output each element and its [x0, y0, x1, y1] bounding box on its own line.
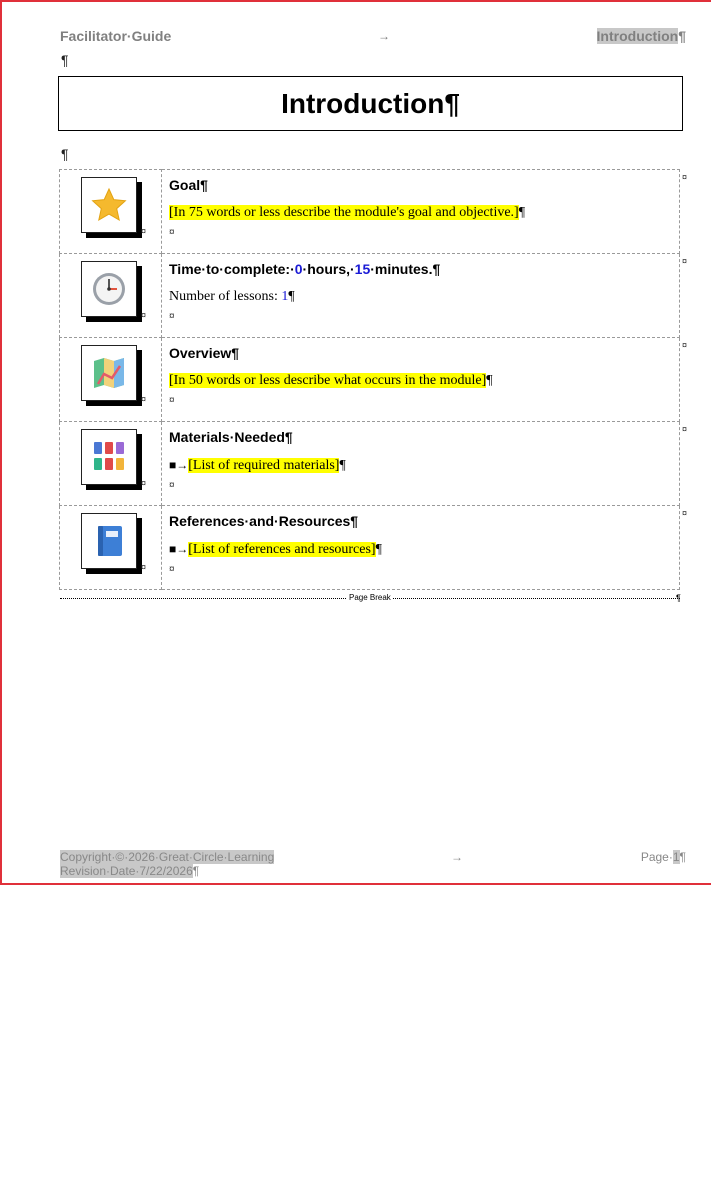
icon-cell[interactable] [60, 254, 162, 338]
lessons-line[interactable] [169, 289, 679, 305]
text-cell[interactable] [162, 506, 687, 590]
cell-end-marker: ¤ [169, 395, 175, 406]
footer-page-number[interactable] [641, 850, 686, 864]
bullet-arrow: ■→ [169, 458, 189, 472]
cell-end-marker: ¤ [169, 564, 175, 575]
text-cell[interactable] [162, 170, 687, 254]
goal-placeholder-text[interactable]: [In 75 words or less describe the module's goal and objective.] [169, 205, 519, 220]
copyright-field[interactable]: Copyright·©·2026·Great·Circle·Learning [60, 850, 275, 864]
star-icon[interactable] [81, 177, 137, 233]
materials-list-item[interactable] [169, 457, 679, 474]
header-section-field[interactable]: Introduction [596, 28, 679, 44]
text-cell[interactable] [162, 338, 687, 422]
text-cell[interactable] [162, 422, 687, 506]
pilcrow: ¶ [518, 205, 526, 220]
page-break-pilcrow: ¶ [676, 593, 681, 603]
time-to-complete-heading[interactable] [169, 261, 679, 277]
book-icon[interactable] [81, 513, 137, 569]
cell-end-marker: ¤ [169, 311, 175, 322]
cell-end-marker: ¤ [141, 478, 147, 488]
references-placeholder-text[interactable]: [List of references and resources] [188, 542, 376, 557]
goal-heading[interactable]: Goal¶ [169, 177, 208, 193]
pilcrow: ¶ [486, 373, 493, 388]
header-left-text[interactable]: Facilitator·Guide [60, 28, 172, 44]
goal-placeholder[interactable] [169, 205, 679, 221]
time-label: Time·to·complete:· [169, 261, 295, 277]
overview-heading[interactable]: Overview¶ [169, 345, 240, 361]
page-number-field[interactable]: 1 [672, 850, 680, 864]
empty-paragraph-mark[interactable]: ¶ [61, 52, 69, 68]
icon-cell[interactable] [60, 422, 162, 506]
row-end-marker: ¤ [681, 256, 687, 266]
overview-placeholder[interactable] [169, 373, 679, 389]
page-pilcrow: ¶ [679, 850, 686, 864]
page-title[interactable]: Introduction¶ [58, 76, 683, 131]
header-right-text[interactable] [597, 28, 686, 44]
pilcrow: ¶ [375, 542, 382, 557]
pilcrow: ¶ [288, 289, 295, 304]
page-break-label: Page Break [349, 593, 391, 602]
header-pilcrow: ¶ [678, 28, 686, 44]
cell-end-marker: ¤ [141, 226, 147, 236]
pilcrow: ¶ [339, 458, 346, 473]
hours-field[interactable]: 0 [294, 261, 303, 277]
cell-end-marker: ¤ [141, 562, 147, 572]
row-end-marker: ¤ [681, 340, 687, 350]
footer-tab-arrow: → [451, 850, 463, 864]
icon-cell[interactable] [60, 506, 162, 590]
module-info-table [59, 169, 687, 590]
table-row-materials [60, 422, 680, 506]
icon-cell[interactable] [60, 170, 162, 254]
table-row-time [60, 254, 680, 338]
overview-placeholder-text[interactable]: [In 50 words or less describe what occurs in the module] [169, 373, 487, 388]
cell-end-marker: ¤ [141, 310, 147, 320]
cell-end-marker: ¤ [169, 227, 175, 238]
materials-placeholder-text[interactable]: [List of required materials] [188, 458, 340, 473]
minutes-field[interactable]: 15 [354, 261, 371, 277]
footer-pilcrow: ¶ [192, 864, 200, 878]
apps-grid-icon[interactable] [81, 429, 137, 485]
references-heading[interactable]: References·and·Resources¶ [169, 513, 359, 529]
icon-cell[interactable] [60, 338, 162, 422]
page-label: Page· [640, 850, 673, 864]
table-row-overview [60, 338, 680, 422]
empty-paragraph-mark[interactable]: ¶ [61, 146, 69, 162]
cell-end-marker: ¤ [169, 480, 175, 491]
row-end-marker: ¤ [681, 172, 687, 182]
header-tab-arrow: → [378, 29, 390, 43]
footer-copyright[interactable] [60, 850, 274, 864]
row-end-marker: ¤ [681, 424, 687, 434]
materials-heading[interactable]: Materials·Needed¶ [169, 429, 293, 445]
row-end-marker: ¤ [681, 508, 687, 518]
cell-end-marker: ¤ [141, 394, 147, 404]
lessons-label: Number of lessons: [169, 289, 282, 304]
table-row-goal [60, 170, 680, 254]
revision-date-field[interactable]: Revision·Date·7/22/2026 [60, 864, 193, 878]
footer-revision[interactable] [60, 864, 199, 878]
table-row-references [60, 506, 680, 590]
bullet-arrow: ■→ [169, 542, 189, 556]
hours-label: ·hours,· [302, 261, 355, 277]
text-cell[interactable] [162, 254, 687, 338]
map-icon[interactable] [81, 345, 137, 401]
references-list-item[interactable] [169, 541, 679, 558]
lessons-field[interactable]: 1 [281, 289, 289, 304]
clock-icon[interactable] [81, 261, 137, 317]
minutes-label: ·minutes.¶ [370, 261, 441, 277]
